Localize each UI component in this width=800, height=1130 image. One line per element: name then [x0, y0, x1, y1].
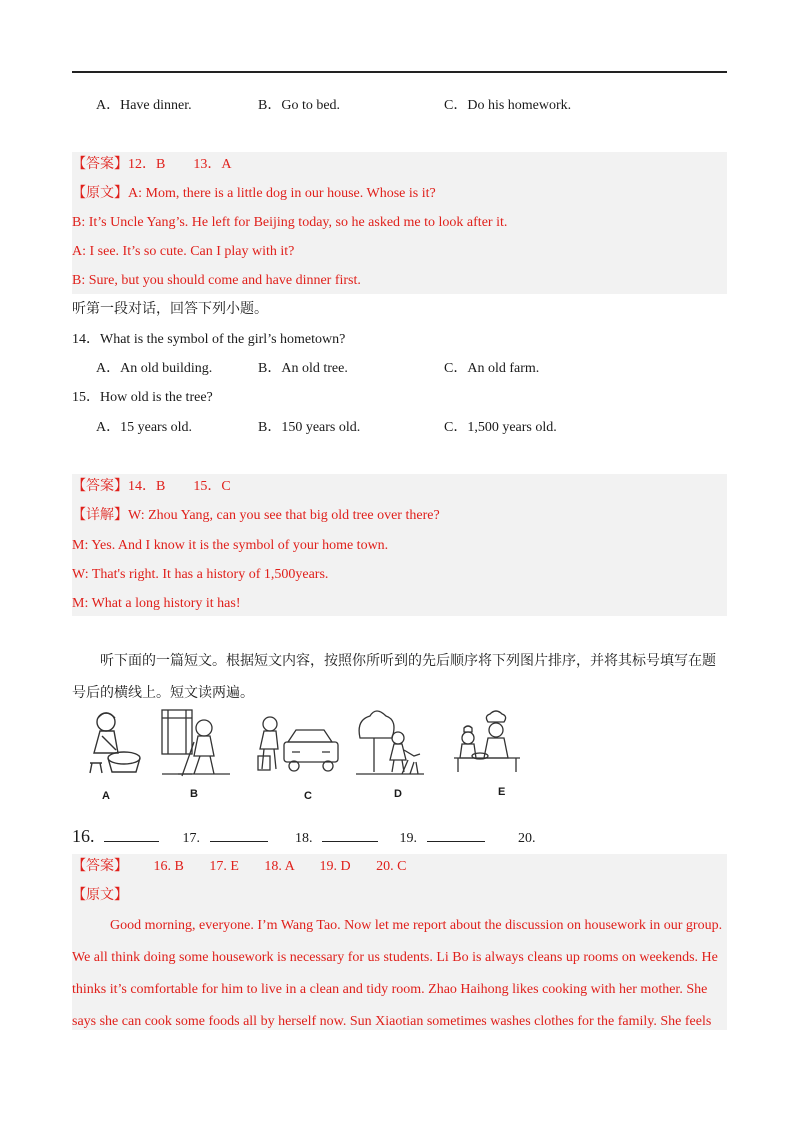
picture-b-sweeping	[160, 708, 232, 783]
picture-b-label: B	[190, 788, 198, 800]
blank-16[interactable]	[104, 827, 159, 842]
source-line-2: B: It’s Uncle Yang’s. He left for Beijing today, so he asked me to look after it.	[72, 215, 508, 230]
q15-option-c: C．1,500 years old.	[444, 420, 557, 435]
blank-18-number: 18.	[295, 831, 313, 846]
passage-line-4: says she can cook some foods all by herself now. Sun Xiaotian sometimes washes clothes for the family. She feels	[72, 1014, 712, 1029]
detail-line-3: W: That's right. It has a history of 1,500years.	[72, 567, 329, 582]
answer-text: 14．B 15．C	[128, 479, 231, 494]
picture-a-washing-clothes	[76, 708, 146, 783]
picture-a-label: A	[102, 790, 110, 802]
answer-19: 19. D	[319, 859, 351, 874]
answer-text: 12．B 13．A	[128, 157, 232, 172]
dialogue-line: W: Zhou Yang, can you see that big old tree over there?	[128, 508, 440, 523]
q14-stem: 14．What is the symbol of the girl’s hometown?	[72, 332, 346, 347]
detail-line-2: M: Yes. And I know it is the symbol of your home town.	[72, 538, 389, 553]
q14-option-b: B．An old tree.	[258, 361, 348, 376]
answer-tag: 【答案】	[72, 479, 128, 494]
answer-tag: 【答案】	[72, 859, 128, 874]
detail-line-1	[72, 506, 440, 526]
blank-19[interactable]	[427, 827, 485, 842]
picture-d-watering-plants	[354, 708, 426, 783]
q13-option-c: C．Do his homework.	[444, 98, 572, 113]
source-line-1	[72, 184, 436, 204]
picture-e-cooking	[450, 708, 524, 783]
detail-line-4: M: What a long history it has!	[72, 596, 241, 611]
q14-option-a: A．An old building.	[96, 361, 213, 376]
answer-box-2-answer-line	[72, 477, 231, 497]
q15-stem: 15．How old is the tree?	[72, 390, 213, 405]
answer-20: 20. C	[376, 859, 407, 874]
q14-option-c: C．An old farm.	[444, 361, 540, 376]
answer-18: 18. A	[264, 859, 294, 874]
instruction-2-line-2: 号后的横线上。短文读两遍。	[72, 686, 254, 701]
q15-option-a: A．15 years old.	[96, 420, 193, 435]
picture-c-washing-car	[252, 708, 342, 783]
q13-option-b: B．Go to bed.	[258, 98, 341, 113]
picture-d-label: D	[394, 788, 402, 800]
source-line-3: A: I see. It’s so cute. Can I play with it?	[72, 244, 295, 259]
blank-17-number: 17.	[182, 831, 200, 846]
blank-16-number: 16.	[72, 826, 95, 846]
answer-box-3	[72, 854, 727, 1030]
passage-line-2: We all think doing some housework is necessary for us students. Li Bo is always cleans up rooms on weekends. He	[72, 950, 718, 965]
header-rule	[72, 71, 727, 73]
fill-in-row	[72, 826, 536, 849]
instruction-1: 听第一段对话，回答下列小题。	[72, 302, 268, 317]
source-line-4: B: Sure, but you should come and have dinner first.	[72, 273, 361, 288]
instruction-2-line-1: 听下面的一篇短文。根据短文内容，按照你所听到的先后顺序将下列图片排序，并将其标号填写在题	[100, 654, 716, 669]
answer-box-3-answer-line	[72, 857, 406, 877]
source-tag: 【原文】	[72, 186, 128, 201]
passage-line-1: Good morning, everyone. I’m Wang Tao. Now let me report about the discussion on housework in our group.	[110, 918, 723, 933]
picture-row	[72, 708, 532, 808]
q13-option-a: A．Have dinner.	[96, 98, 192, 113]
picture-c-label: C	[304, 790, 312, 802]
q15-option-b: B．150 years old.	[258, 420, 361, 435]
blank-17[interactable]	[210, 827, 268, 842]
source-tag-3: 【原文】	[72, 888, 128, 903]
answer-box-1-answer-line	[72, 155, 231, 175]
blank-18[interactable]	[322, 827, 378, 842]
blank-19-number: 19.	[399, 831, 417, 846]
answer-16: 16. B	[153, 859, 184, 874]
answer-17: 17. E	[209, 859, 239, 874]
picture-e-label: E	[498, 786, 506, 798]
answer-tag: 【答案】	[72, 157, 128, 172]
blank-20-number: 20.	[518, 831, 536, 846]
passage-line-3: thinks it’s comfortable for him to live in a clean and tidy room. Zhao Haihong likes cooking with her mother. She	[72, 982, 708, 997]
dialogue-line: A: Mom, there is a little dog in our house. Whose is it?	[128, 186, 436, 201]
detail-tag: 【详解】	[72, 508, 128, 523]
